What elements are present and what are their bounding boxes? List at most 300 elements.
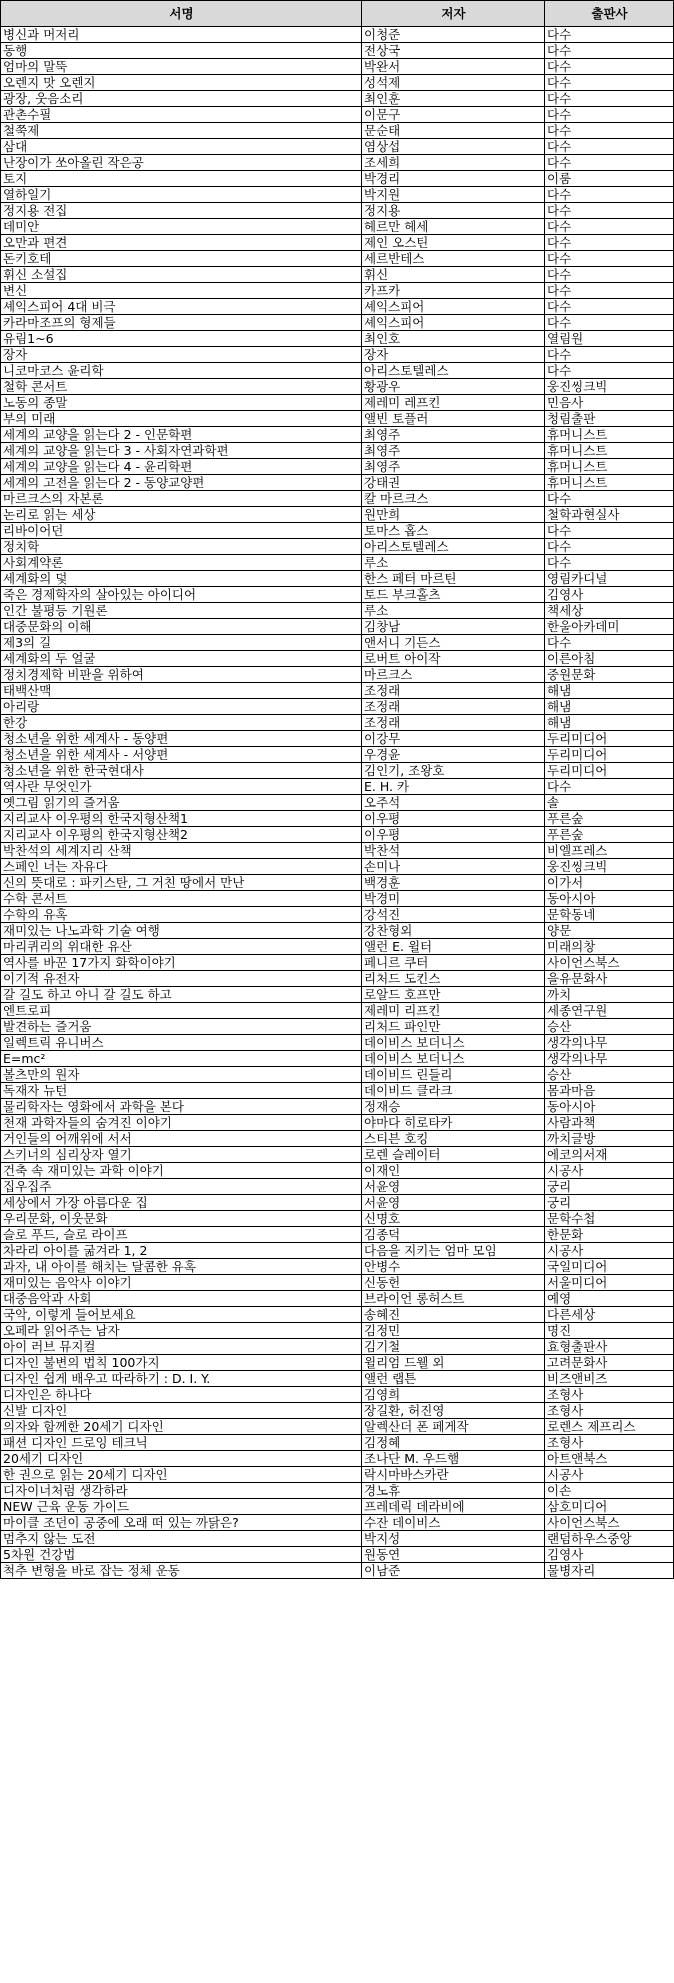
book-title-cell: 리바이어던 (1, 523, 362, 539)
table-row (1, 779, 674, 795)
book-publisher-cell: 효형출판사 (545, 1339, 674, 1355)
book-author-cell: E. H. 카 (362, 779, 545, 795)
book-publisher-cell: 을유문화사 (545, 971, 674, 987)
book-title-cell: 이기적 유전자 (1, 971, 362, 987)
book-publisher-cell: 다수 (545, 139, 674, 155)
table-row (1, 1515, 674, 1531)
book-publisher-cell: 다수 (545, 251, 674, 267)
book-publisher-cell: 휴머니스트 (545, 459, 674, 475)
book-title-cell: 청소년을 위한 한국현대사 (1, 763, 362, 779)
book-author-cell: 조세희 (362, 155, 545, 171)
book-author-cell: 루소 (362, 603, 545, 619)
book-title-cell: 열하일기 (1, 187, 362, 203)
book-title-cell: 갈 길도 하고 아니 갈 길도 하고 (1, 987, 362, 1003)
table-row (1, 395, 674, 411)
table-row (1, 171, 674, 187)
table-row (1, 75, 674, 91)
table-row (1, 875, 674, 891)
book-author-cell: 박경미 (362, 891, 545, 907)
book-publisher-cell: 조형사 (545, 1403, 674, 1419)
table-row (1, 795, 674, 811)
book-title-cell: 슬로 푸드, 슬로 라이프 (1, 1227, 362, 1243)
book-title-cell: 세계의 교양을 읽는다 3 - 사회자연과학편 (1, 443, 362, 459)
book-publisher-cell: 비즈앤비즈 (545, 1371, 674, 1387)
book-publisher-cell: 다수 (545, 235, 674, 251)
table-row (1, 523, 674, 539)
table-row (1, 955, 674, 971)
book-title-cell: 철쭉제 (1, 123, 362, 139)
book-title-cell: 디자이너처럼 생각하라 (1, 1483, 362, 1499)
table-row (1, 443, 674, 459)
book-author-cell: 박찬석 (362, 843, 545, 859)
table-row (1, 1083, 674, 1099)
table-row (1, 859, 674, 875)
book-title-cell: 마리퀴리의 위대한 유산 (1, 939, 362, 955)
table-row (1, 923, 674, 939)
book-title-cell: 옛그림 읽기의 즐거움 (1, 795, 362, 811)
book-author-cell: 헤르만 헤세 (362, 219, 545, 235)
book-author-cell: 박지성 (362, 1531, 545, 1547)
book-publisher-cell: 다수 (545, 187, 674, 203)
book-publisher-cell: 한문화 (545, 1227, 674, 1243)
book-author-cell: 알렉산더 폰 페게작 (362, 1419, 545, 1435)
book-title-cell: 사회계약론 (1, 555, 362, 571)
book-author-cell: 최영주 (362, 443, 545, 459)
book-publisher-cell: 중원문화 (545, 667, 674, 683)
book-author-cell: 앨빈 토플러 (362, 411, 545, 427)
table-row (1, 1387, 674, 1403)
book-title-cell: 삼대 (1, 139, 362, 155)
book-publisher-cell: 다른세상 (545, 1307, 674, 1323)
book-author-cell: 휘신 (362, 267, 545, 283)
table-row (1, 1227, 674, 1243)
table-row (1, 1115, 674, 1131)
book-publisher-cell: 몸과마음 (545, 1083, 674, 1099)
table-row (1, 283, 674, 299)
book-author-cell: 앨런 E. 윌터 (362, 939, 545, 955)
table-row (1, 619, 674, 635)
book-publisher-cell: 문학수첩 (545, 1211, 674, 1227)
book-title-cell: 엄마의 말뚝 (1, 59, 362, 75)
table-row (1, 379, 674, 395)
book-title-cell: 태백산맥 (1, 683, 362, 699)
table-row (1, 603, 674, 619)
book-author-cell: 로렌 슬레이터 (362, 1147, 545, 1163)
book-publisher-cell: 다수 (545, 299, 674, 315)
book-title-cell: 신의 뜻대로 : 파키스탄, 그 거친 땅에서 만난 (1, 875, 362, 891)
book-author-cell: 백경훈 (362, 875, 545, 891)
book-author-cell: 다음을 지키는 엄마 모임 (362, 1243, 545, 1259)
book-publisher-cell: 동아시아 (545, 1099, 674, 1115)
book-author-cell: 락시마바스카란 (362, 1467, 545, 1483)
table-row (1, 1403, 674, 1419)
book-publisher-cell: 다수 (545, 123, 674, 139)
book-author-cell: 원동연 (362, 1547, 545, 1563)
book-author-cell: 황광우 (362, 379, 545, 395)
table-row (1, 1067, 674, 1083)
table-row (1, 427, 674, 443)
book-title-cell: 죽은 경제학자의 살아있는 아이디어 (1, 587, 362, 603)
book-author-cell: 김인기, 조왕호 (362, 763, 545, 779)
book-author-cell: 토드 부크홀츠 (362, 587, 545, 603)
book-title-cell: 의자와 함께한 20세기 디자인 (1, 1419, 362, 1435)
book-publisher-cell: 시공사 (545, 1467, 674, 1483)
book-publisher-cell: 로렌스 제프리스 (545, 1419, 674, 1435)
book-title-cell: 20세기 디자인 (1, 1451, 362, 1467)
book-publisher-cell: 생각의나무 (545, 1035, 674, 1051)
book-title-cell: 정지용 전집 (1, 203, 362, 219)
table-row (1, 1243, 674, 1259)
book-title-cell: 돈키호테 (1, 251, 362, 267)
table-row (1, 491, 674, 507)
book-title-cell: 세계화의 덫 (1, 571, 362, 587)
book-author-cell: 데이비드 클라크 (362, 1083, 545, 1099)
table-row (1, 1003, 674, 1019)
book-publisher-cell: 다수 (545, 91, 674, 107)
book-author-cell: 이청준 (362, 27, 545, 43)
book-publisher-cell: 영림카디널 (545, 571, 674, 587)
book-publisher-cell: 푸른숲 (545, 827, 674, 843)
book-title-cell: 카라마조프의 형제들 (1, 315, 362, 331)
book-title-cell: 수학 콘서트 (1, 891, 362, 907)
book-author-cell: 앨런 랩튼 (362, 1371, 545, 1387)
book-title-cell: 인간 불평등 기원론 (1, 603, 362, 619)
book-publisher-cell: 궁리 (545, 1195, 674, 1211)
book-publisher-cell: 궁리 (545, 1179, 674, 1195)
table-row (1, 667, 674, 683)
book-author-cell: 정재승 (362, 1099, 545, 1115)
table-row (1, 203, 674, 219)
book-publisher-cell: 아트앤북스 (545, 1451, 674, 1467)
book-publisher-cell: 세종연구원 (545, 1003, 674, 1019)
book-publisher-cell: 양문 (545, 923, 674, 939)
book-publisher-cell: 다수 (545, 155, 674, 171)
book-author-cell: 신동헌 (362, 1275, 545, 1291)
book-title-cell: 엔트로피 (1, 1003, 362, 1019)
book-title-cell: 과자, 내 아이를 해치는 달콤한 유혹 (1, 1259, 362, 1275)
book-publisher-cell: 시공사 (545, 1163, 674, 1179)
book-title-cell: 난장이가 쏘아올린 작은공 (1, 155, 362, 171)
book-author-cell: 데이비스 보더니스 (362, 1035, 545, 1051)
book-publisher-cell: 휴머니스트 (545, 443, 674, 459)
book-title-cell: 디자인 불변의 법칙 100가지 (1, 1355, 362, 1371)
book-author-cell: 김기철 (362, 1339, 545, 1355)
book-author-cell: 앤서니 기든스 (362, 635, 545, 651)
book-author-cell: 카프카 (362, 283, 545, 299)
book-author-cell: 강석진 (362, 907, 545, 923)
book-title-cell: 철학 콘서트 (1, 379, 362, 395)
book-author-cell: 토마스 홉스 (362, 523, 545, 539)
table-row (1, 1195, 674, 1211)
book-publisher-cell: 해냄 (545, 683, 674, 699)
table-row (1, 763, 674, 779)
table-row (1, 1147, 674, 1163)
book-publisher-cell: 이른아침 (545, 651, 674, 667)
book-title-cell: 휘신 소설집 (1, 267, 362, 283)
book-publisher-cell: 다수 (545, 219, 674, 235)
table-row (1, 1531, 674, 1547)
book-publisher-cell: 책세상 (545, 603, 674, 619)
table-row (1, 1467, 674, 1483)
book-author-cell: 김영희 (362, 1387, 545, 1403)
book-title-cell: 재미있는 음악사 이야기 (1, 1275, 362, 1291)
table-row (1, 1435, 674, 1451)
table-row (1, 1451, 674, 1467)
book-title-cell: 척추 변형을 바로 잡는 정체 운동 (1, 1563, 362, 1579)
table-row (1, 411, 674, 427)
book-publisher-cell: 사이언스북스 (545, 955, 674, 971)
book-author-cell: 세르반테스 (362, 251, 545, 267)
book-author-cell: 로버트 아이작 (362, 651, 545, 667)
book-author-cell: 페니르 쿠터 (362, 955, 545, 971)
book-publisher-cell: 해냄 (545, 699, 674, 715)
book-publisher-cell: 김영사 (545, 587, 674, 603)
book-author-cell: 이남준 (362, 1563, 545, 1579)
book-author-cell: 수잔 데이비스 (362, 1515, 545, 1531)
book-title-cell: 동행 (1, 43, 362, 59)
table-row (1, 555, 674, 571)
book-title-cell: 관촌수필 (1, 107, 362, 123)
book-title-cell: 집우집주 (1, 1179, 362, 1195)
book-author-cell: 이우평 (362, 811, 545, 827)
table-row (1, 187, 674, 203)
book-publisher-cell: 다수 (545, 27, 674, 43)
book-author-cell: 조정래 (362, 683, 545, 699)
table-row (1, 907, 674, 923)
book-publisher-cell: 두리미디어 (545, 763, 674, 779)
book-publisher-cell: 서울미디어 (545, 1275, 674, 1291)
book-author-cell: 성석제 (362, 75, 545, 91)
book-publisher-cell: 다수 (545, 363, 674, 379)
table-row (1, 843, 674, 859)
book-title-cell: 스페인 너는 자유다 (1, 859, 362, 875)
book-publisher-cell: 다수 (545, 283, 674, 299)
book-publisher-cell: 다수 (545, 539, 674, 555)
book-title-cell: 오페라 읽어주는 남자 (1, 1323, 362, 1339)
book-publisher-cell: 다수 (545, 635, 674, 651)
book-publisher-cell: 동아시아 (545, 891, 674, 907)
book-author-cell: 조정래 (362, 699, 545, 715)
book-author-cell: 손미나 (362, 859, 545, 875)
book-title-cell: 오렌지 맛 오렌지 (1, 75, 362, 91)
book-publisher-cell: 조형사 (545, 1387, 674, 1403)
book-author-cell: 서윤영 (362, 1179, 545, 1195)
table-row (1, 219, 674, 235)
book-author-cell: 강태권 (362, 475, 545, 491)
table-row (1, 331, 674, 347)
book-author-cell: 이강무 (362, 731, 545, 747)
book-publisher-cell: 시공사 (545, 1243, 674, 1259)
book-author-cell: 장길환, 허진영 (362, 1403, 545, 1419)
book-title-cell: 세계의 고전을 읽는다 2 - 동양교양편 (1, 475, 362, 491)
book-title-cell: 마르크스의 자본론 (1, 491, 362, 507)
book-publisher-cell: 푸른숲 (545, 811, 674, 827)
book-title-cell: 대중음악과 사회 (1, 1291, 362, 1307)
book-title-cell: 아리랑 (1, 699, 362, 715)
book-publisher-cell: 사이언스북스 (545, 1515, 674, 1531)
book-title-cell: 정치경제학 비판을 위하여 (1, 667, 362, 683)
table-row (1, 315, 674, 331)
book-publisher-cell: 이가서 (545, 875, 674, 891)
book-title-cell: 노동의 종말 (1, 395, 362, 411)
book-author-cell: 셰익스피어 (362, 315, 545, 331)
book-author-cell: 제레미 레프킨 (362, 395, 545, 411)
book-title-cell: 멈추지 않는 도전 (1, 1531, 362, 1547)
book-author-cell: 전상국 (362, 43, 545, 59)
table-row (1, 539, 674, 555)
table-row (1, 1259, 674, 1275)
table-row (1, 971, 674, 987)
book-title-cell: 국악, 이렇게 들어보세요 (1, 1307, 362, 1323)
book-title-cell: 박찬석의 세계지리 산책 (1, 843, 362, 859)
table-row (1, 1563, 674, 1579)
book-publisher-cell: 문학동네 (545, 907, 674, 923)
book-publisher-cell: 까치 (545, 987, 674, 1003)
book-publisher-cell: 철학과현실사 (545, 507, 674, 523)
book-title-cell: 광장, 웃음소리 (1, 91, 362, 107)
book-title-cell: 디자인은 하나다 (1, 1387, 362, 1403)
book-title-cell: 독재자 뉴턴 (1, 1083, 362, 1099)
book-author-cell: 칼 마르크스 (362, 491, 545, 507)
book-title-cell: 오만과 편견 (1, 235, 362, 251)
book-author-cell: 브라이언 롱허스트 (362, 1291, 545, 1307)
book-publisher-cell: 열림원 (545, 331, 674, 347)
book-title-cell: E=mc² (1, 1051, 362, 1067)
table-row (1, 635, 674, 651)
table-row (1, 1483, 674, 1499)
table-row (1, 1291, 674, 1307)
book-author-cell: 마르크스 (362, 667, 545, 683)
book-author-cell: 김종덕 (362, 1227, 545, 1243)
table-row (1, 347, 674, 363)
table-row (1, 507, 674, 523)
book-publisher-cell: 랜덤하우스중앙 (545, 1531, 674, 1547)
book-author-cell: 조나단 M. 우드햄 (362, 1451, 545, 1467)
table-row (1, 1371, 674, 1387)
book-author-cell: 리처드 파인만 (362, 1019, 545, 1035)
book-author-cell: 강찬형외 (362, 923, 545, 939)
book-publisher-cell: 비엘프레스 (545, 843, 674, 859)
book-title-cell: 재미있는 나노과학 기술 여행 (1, 923, 362, 939)
book-author-cell: 데이비드 린들리 (362, 1067, 545, 1083)
table-row (1, 811, 674, 827)
book-author-cell: 아리스토텔레스 (362, 539, 545, 555)
book-author-cell: 야마다 히로타카 (362, 1115, 545, 1131)
book-author-cell: 로알드 호프만 (362, 987, 545, 1003)
book-title-cell: 셰익스피어 4대 비극 (1, 299, 362, 315)
book-publisher-cell: 두리미디어 (545, 747, 674, 763)
book-title-cell: 5차원 건강법 (1, 1547, 362, 1563)
book-author-cell: 원만희 (362, 507, 545, 523)
book-publisher-cell: 웅진씽크빅 (545, 859, 674, 875)
book-title-cell: NEW 근육 운동 가이드 (1, 1499, 362, 1515)
column-header-title: 서명 (1, 1, 362, 27)
book-title-cell: 데미안 (1, 219, 362, 235)
book-title-cell: 한강 (1, 715, 362, 731)
book-author-cell: 오주석 (362, 795, 545, 811)
table-row (1, 1339, 674, 1355)
book-title-cell: 수학의 유혹 (1, 907, 362, 923)
table-row (1, 891, 674, 907)
book-author-cell: 아리스토텔레스 (362, 363, 545, 379)
book-title-cell: 세계화의 두 얼굴 (1, 651, 362, 667)
book-title-cell: 스키너의 심리상자 열기 (1, 1147, 362, 1163)
book-title-cell: 지리교사 이우평의 한국지형산책1 (1, 811, 362, 827)
header-row (1, 1, 674, 27)
table-row (1, 251, 674, 267)
book-publisher-cell: 다수 (545, 523, 674, 539)
book-publisher-cell: 청림출판 (545, 411, 674, 427)
book-author-cell: 프레데릭 데라비에 (362, 1499, 545, 1515)
table-row (1, 1163, 674, 1179)
book-title-cell: 세상에서 가장 아름다운 집 (1, 1195, 362, 1211)
book-author-cell: 김정혜 (362, 1435, 545, 1451)
book-title-cell: 장자 (1, 347, 362, 363)
table-row (1, 651, 674, 667)
table-row (1, 699, 674, 715)
book-rows (1, 27, 674, 1579)
book-publisher-cell: 다수 (545, 555, 674, 571)
table-row (1, 475, 674, 491)
table-row (1, 1355, 674, 1371)
book-publisher-cell: 다수 (545, 43, 674, 59)
table-row (1, 587, 674, 603)
book-publisher-cell: 다수 (545, 107, 674, 123)
book-publisher-cell: 다수 (545, 347, 674, 363)
book-author-cell: 이우평 (362, 827, 545, 843)
table-row (1, 1499, 674, 1515)
book-title-cell: 일렉트릭 유니버스 (1, 1035, 362, 1051)
table-row (1, 715, 674, 731)
book-publisher-cell: 에코의서재 (545, 1147, 674, 1163)
book-publisher-cell: 휴머니스트 (545, 427, 674, 443)
table-row (1, 1419, 674, 1435)
table-row (1, 1547, 674, 1563)
book-publisher-cell: 고려문화사 (545, 1355, 674, 1371)
table-row (1, 747, 674, 763)
book-title-cell: 제3의 길 (1, 635, 362, 651)
book-title-cell: 발견하는 즐거움 (1, 1019, 362, 1035)
table-row (1, 1275, 674, 1291)
book-title-cell: 논리로 읽는 세상 (1, 507, 362, 523)
book-title-cell: 정치학 (1, 539, 362, 555)
table-row (1, 827, 674, 843)
book-publisher-cell: 김영사 (545, 1547, 674, 1563)
table-row (1, 59, 674, 75)
book-title-cell: 세계의 교양을 읽는다 2 - 인문학편 (1, 427, 362, 443)
table-row (1, 1323, 674, 1339)
book-publisher-cell: 사람과책 (545, 1115, 674, 1131)
book-title-cell: 천재 과학자들의 숨겨진 이야기 (1, 1115, 362, 1131)
book-publisher-cell: 웅진씽크빅 (545, 379, 674, 395)
table-row (1, 43, 674, 59)
book-publisher-cell: 까치글방 (545, 1131, 674, 1147)
book-author-cell: 최인호 (362, 331, 545, 347)
book-publisher-cell: 승산 (545, 1019, 674, 1035)
book-author-cell: 박경리 (362, 171, 545, 187)
table-row (1, 731, 674, 747)
book-publisher-cell: 다수 (545, 203, 674, 219)
book-author-cell: 셰익스피어 (362, 299, 545, 315)
book-author-cell: 염상섭 (362, 139, 545, 155)
book-publisher-cell: 해냄 (545, 715, 674, 731)
book-publisher-cell: 예영 (545, 1291, 674, 1307)
table-row (1, 235, 674, 251)
book-author-cell: 박완서 (362, 59, 545, 75)
book-title-cell: 변신 (1, 283, 362, 299)
table-row (1, 107, 674, 123)
table-row (1, 1051, 674, 1067)
